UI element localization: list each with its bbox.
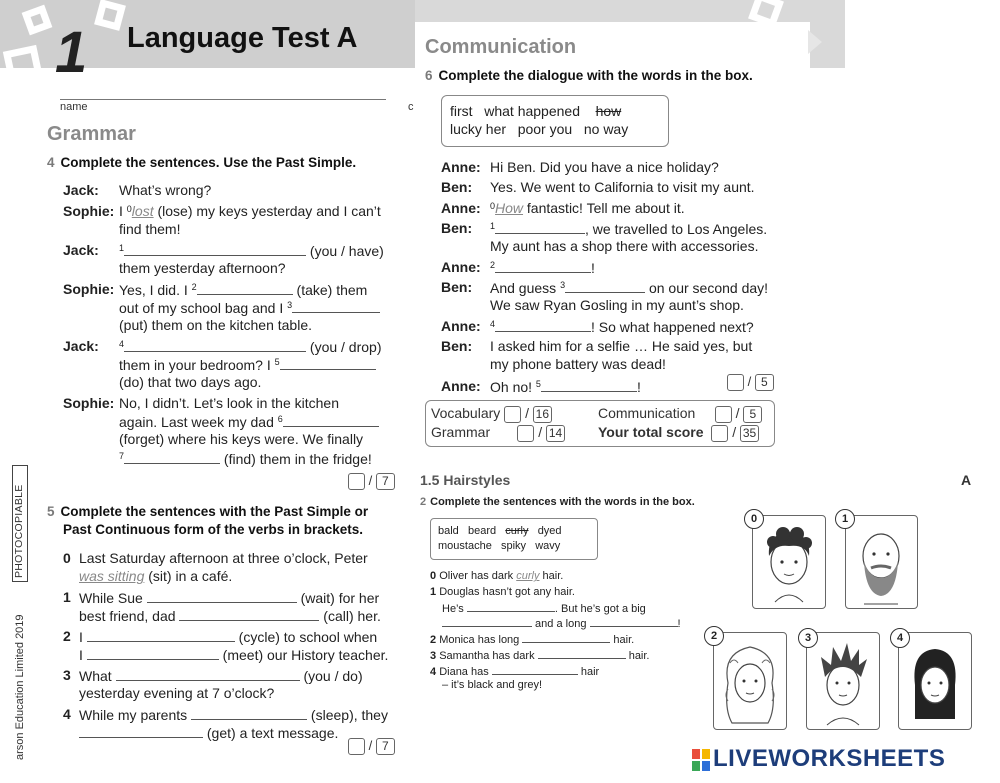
grammar-score bbox=[431, 424, 565, 442]
text: (lose) my keys yesterday and I can’t bbox=[153, 203, 381, 219]
answer-gap[interactable] bbox=[147, 588, 297, 603]
example-answer: was sitting bbox=[79, 568, 145, 584]
total-score bbox=[598, 424, 759, 442]
bald-bearded-man-icon bbox=[846, 516, 917, 608]
hair-item bbox=[430, 647, 650, 664]
dialogue-line bbox=[119, 298, 380, 318]
example-answer: lost bbox=[131, 203, 154, 219]
class-label: c bbox=[408, 101, 414, 113]
text: I bbox=[79, 629, 87, 645]
speaker: Anne: bbox=[441, 318, 481, 334]
q6-heading bbox=[425, 66, 753, 85]
dialogue-line: What’s wrong? bbox=[119, 182, 212, 198]
score-label: Grammar bbox=[431, 424, 491, 440]
q5-score bbox=[348, 738, 395, 755]
item-number: 2 bbox=[63, 628, 71, 644]
long-wavy-hair-girl-icon bbox=[714, 633, 786, 729]
speaker: Anne: bbox=[441, 159, 481, 175]
score-input[interactable] bbox=[348, 473, 365, 490]
item-text bbox=[79, 723, 338, 743]
answer-gap[interactable] bbox=[590, 615, 678, 627]
word-option: spiky bbox=[500, 540, 527, 552]
speaker: Ben: bbox=[441, 179, 473, 195]
q4-number: 4 bbox=[47, 155, 55, 170]
item-number: 1 bbox=[430, 586, 437, 598]
score-total: 16 bbox=[533, 406, 552, 423]
grammar-title: Grammar bbox=[47, 123, 136, 145]
text: and a long bbox=[532, 618, 590, 630]
text: hair. bbox=[610, 634, 635, 646]
item-text bbox=[79, 627, 377, 647]
dialogue-line bbox=[490, 219, 767, 239]
hairstyles-title: 1.5 Hairstyles bbox=[420, 472, 511, 488]
dialogue-line: I asked him for a selfie … He said yes, but bbox=[490, 338, 753, 354]
dialogue-line bbox=[119, 337, 382, 357]
q4-score bbox=[348, 473, 395, 490]
picture-badge: 0 bbox=[744, 509, 764, 529]
liveworksheets-logo bbox=[692, 745, 945, 773]
word-option-used: curly bbox=[505, 525, 529, 537]
dialogue-line bbox=[490, 278, 768, 298]
dialogue-line: We saw Ryan Gosling in my aunt’s shop. bbox=[490, 297, 744, 313]
dialogue-line: No, I didn’t. Let’s look in the kitchen bbox=[119, 395, 339, 411]
text: (take) them bbox=[292, 282, 368, 298]
example-answer: How bbox=[495, 200, 524, 216]
gap-number: 2 bbox=[191, 282, 197, 292]
q5-instruction: Complete the sentences with the Past Simple or bbox=[60, 504, 369, 519]
q4-instruction: Complete the sentences. Use the Past Simple. bbox=[60, 155, 357, 170]
item-number: 2 bbox=[430, 634, 437, 646]
score-input[interactable] bbox=[504, 406, 521, 423]
gap-number: 6 bbox=[277, 414, 283, 424]
score-total: 7 bbox=[376, 738, 395, 755]
text: ! bbox=[636, 379, 641, 395]
answer-gap[interactable] bbox=[124, 449, 220, 464]
score-slash: / bbox=[368, 738, 373, 753]
speaker: Jack: bbox=[63, 242, 99, 258]
dialogue-line: Hi Ben. Did you have a nice holiday? bbox=[490, 159, 719, 175]
q5-heading bbox=[47, 502, 368, 521]
word-box-row bbox=[438, 539, 560, 554]
gap-number: 4 bbox=[490, 319, 496, 329]
text: Monica has long bbox=[439, 634, 523, 646]
picture-badge: 1 bbox=[835, 509, 855, 529]
speaker: Sophie: bbox=[63, 281, 115, 297]
dialogue-line: them yesterday afternoon? bbox=[119, 260, 286, 276]
text: (you / do) bbox=[299, 668, 363, 684]
text: (meet) our History teacher. bbox=[218, 647, 389, 663]
page-title: Language Test A bbox=[127, 22, 358, 54]
dialogue-line bbox=[119, 412, 379, 432]
photocopiable-wrap bbox=[13, 484, 27, 690]
text: (find) them in the fridge! bbox=[220, 451, 372, 467]
hair-item bbox=[430, 585, 575, 600]
text: Samantha has dark bbox=[439, 650, 538, 662]
item-number: 4 bbox=[430, 666, 437, 678]
face-picture-0 bbox=[752, 515, 826, 609]
word-box-row bbox=[450, 102, 621, 121]
text: I bbox=[79, 647, 87, 663]
word-option: lucky her bbox=[450, 121, 507, 137]
q6-instruction: Complete the dialogue with the words in the box. bbox=[438, 68, 753, 83]
name-line[interactable] bbox=[60, 99, 386, 100]
item-text bbox=[79, 588, 379, 608]
answer-gap[interactable] bbox=[495, 258, 591, 273]
answer-gap[interactable] bbox=[442, 615, 532, 627]
text: (you / drop) bbox=[306, 339, 382, 355]
gap-number: 2 bbox=[490, 260, 496, 270]
item-text bbox=[79, 705, 388, 725]
word-option: poor you bbox=[517, 121, 573, 137]
text: out of my school bag and I bbox=[119, 300, 288, 316]
text: (wait) for her bbox=[296, 590, 380, 606]
speaker: Ben: bbox=[441, 279, 473, 295]
gap-number: 3 bbox=[287, 300, 293, 310]
text: Oh no! bbox=[490, 379, 536, 395]
score-input[interactable] bbox=[711, 425, 728, 442]
answer-gap[interactable] bbox=[124, 337, 306, 352]
item-text bbox=[79, 666, 363, 686]
vocab-score bbox=[431, 405, 552, 423]
answer-gap[interactable] bbox=[87, 645, 219, 660]
item-text: yesterday evening at 7 o’clock? bbox=[79, 685, 275, 701]
text: ! So what happened next? bbox=[591, 319, 754, 335]
item-text bbox=[79, 645, 388, 665]
dialogue-line bbox=[490, 199, 685, 218]
q6-number: 6 bbox=[425, 68, 433, 83]
picture-badge: 4 bbox=[890, 628, 910, 648]
answer-gap[interactable] bbox=[179, 606, 319, 621]
text: I bbox=[119, 203, 127, 219]
word-option: dyed bbox=[537, 525, 562, 537]
speaker: Jack: bbox=[63, 182, 99, 198]
text: ! bbox=[591, 260, 595, 276]
hair-item bbox=[430, 569, 563, 584]
hair-item bbox=[442, 615, 681, 632]
gap-number: 7 bbox=[119, 451, 125, 461]
face-picture-4 bbox=[898, 632, 972, 730]
gap-number: 1 bbox=[119, 243, 125, 253]
score-total: 7 bbox=[376, 473, 395, 490]
text: While my parents bbox=[79, 707, 192, 723]
speaker: Ben: bbox=[441, 338, 473, 354]
answer-gap[interactable] bbox=[116, 666, 300, 681]
answer-gap[interactable] bbox=[280, 355, 376, 370]
answer-gap[interactable] bbox=[565, 278, 645, 293]
item-number: 0 bbox=[430, 570, 437, 582]
answer-gap[interactable] bbox=[191, 705, 307, 720]
text: (sit) in a café. bbox=[144, 568, 233, 584]
item-number: 1 bbox=[63, 589, 71, 605]
item-text bbox=[79, 567, 232, 586]
score-slash: / bbox=[538, 424, 543, 440]
text: , we travelled to Los Angeles. bbox=[585, 221, 768, 237]
speaker: Sophie: bbox=[63, 203, 115, 219]
text: And guess bbox=[490, 280, 561, 296]
text: them in your bedroom? I bbox=[119, 357, 275, 373]
text: ! bbox=[677, 618, 681, 630]
score-slash: / bbox=[747, 374, 752, 389]
picture-badge: 3 bbox=[798, 628, 818, 648]
text: While Sue bbox=[79, 590, 147, 606]
picture-badge: 2 bbox=[704, 626, 724, 646]
text: (you / have) bbox=[306, 243, 384, 259]
q5-instruction-line2: Past Continuous form of the verbs in brackets. bbox=[63, 522, 364, 537]
text: What bbox=[79, 668, 116, 684]
text: Oliver has dark bbox=[439, 570, 517, 582]
text: (cycle) to school when bbox=[234, 629, 378, 645]
dialogue-line bbox=[119, 280, 367, 300]
speaker: Ben: bbox=[441, 220, 473, 236]
arrow-icon bbox=[808, 30, 822, 54]
answer-gap[interactable] bbox=[79, 723, 203, 738]
score-slash: / bbox=[525, 405, 529, 421]
score-total: 5 bbox=[755, 374, 774, 391]
dialogue-line: Yes. We went to California to visit my aunt. bbox=[490, 179, 755, 195]
score-input[interactable] bbox=[348, 738, 365, 755]
speaker: Anne: bbox=[441, 200, 481, 216]
gap-number: 4 bbox=[119, 339, 125, 349]
score-input[interactable] bbox=[517, 425, 534, 442]
word-option: bald bbox=[438, 525, 459, 537]
item-number: 3 bbox=[63, 667, 71, 683]
curly-hair-boy-icon bbox=[753, 516, 825, 608]
name-label: name bbox=[60, 101, 88, 113]
answer-gap[interactable] bbox=[495, 219, 585, 234]
example-answer: curly bbox=[516, 570, 540, 582]
score-label: Vocabulary bbox=[431, 405, 501, 421]
answer-gap[interactable] bbox=[124, 241, 306, 256]
word-box-row bbox=[438, 524, 562, 539]
item-text: Last Saturday afternoon at three o’clock, Peter bbox=[79, 550, 368, 566]
score-label: Communication bbox=[598, 405, 696, 421]
communication-title: Communication bbox=[425, 36, 577, 58]
q6-score bbox=[727, 374, 774, 391]
version-label: A bbox=[961, 472, 972, 488]
score-slash: / bbox=[735, 405, 740, 421]
dialogue-line bbox=[119, 241, 384, 261]
score-label: Your total score bbox=[598, 424, 704, 440]
word-option-used: how bbox=[595, 103, 622, 119]
dialogue-line bbox=[490, 258, 595, 278]
q5-number: 5 bbox=[47, 504, 55, 519]
dialogue-line: find them! bbox=[119, 221, 181, 237]
text: on our second day! bbox=[645, 280, 769, 296]
item-number: 0 bbox=[63, 550, 71, 566]
logo-text: LIVEWORKSHEETS bbox=[713, 745, 946, 772]
unit-number: 1 bbox=[55, 20, 88, 85]
gap-number: 0 bbox=[490, 201, 496, 211]
gap-number: 1 bbox=[490, 221, 496, 231]
answer-gap[interactable] bbox=[283, 412, 379, 427]
hairstyles-instruction: Complete the sentences with the words in the box. bbox=[430, 496, 695, 508]
dialogue-line: (put) them on the kitchen table. bbox=[119, 317, 312, 333]
answer-gap[interactable] bbox=[197, 280, 293, 295]
dialogue-line bbox=[119, 449, 372, 469]
dialogue-line: (do) that two days ago. bbox=[119, 374, 262, 390]
copyright-text: arson Education Limited 2019 bbox=[14, 614, 26, 760]
score-total: 14 bbox=[546, 425, 565, 442]
gap-number: 5 bbox=[274, 357, 280, 367]
word-option: moustache bbox=[438, 540, 492, 552]
text: (call) her. bbox=[319, 608, 381, 624]
text: again. Last week my dad bbox=[119, 414, 278, 430]
score-input[interactable] bbox=[715, 406, 732, 423]
text: best friend, dad bbox=[79, 608, 180, 624]
text: hair bbox=[577, 666, 600, 678]
word-option: wavy bbox=[535, 540, 561, 552]
speaker: Anne: bbox=[441, 378, 481, 394]
gap-number: 3 bbox=[560, 280, 566, 290]
answer-gap[interactable] bbox=[538, 647, 626, 659]
text: hair. bbox=[539, 570, 564, 582]
text: Douglas hasn’t got any hair. bbox=[439, 586, 575, 598]
item-text bbox=[79, 606, 381, 626]
dialogue-line: my phone battery was dead! bbox=[490, 356, 666, 372]
text: fantastic! Tell me about it. bbox=[523, 200, 685, 216]
dialogue-line: My aunt has a shop there with accessories. bbox=[490, 238, 759, 254]
word-box-row bbox=[450, 120, 628, 139]
speaker: Anne: bbox=[441, 259, 481, 275]
text: hair. bbox=[625, 650, 650, 662]
word-option: what happened bbox=[484, 103, 580, 119]
dialogue-line bbox=[119, 355, 376, 375]
text: (get) a text message. bbox=[203, 725, 339, 741]
score-total: 5 bbox=[743, 406, 762, 423]
answer-gap[interactable] bbox=[541, 377, 637, 392]
hairstyles-heading bbox=[420, 496, 695, 508]
score-slash: / bbox=[732, 424, 737, 440]
text: Diana has bbox=[439, 666, 492, 678]
answer-gap[interactable] bbox=[292, 298, 380, 313]
text: (sleep), they bbox=[307, 707, 388, 723]
answer-gap[interactable] bbox=[467, 600, 555, 612]
face-picture-3 bbox=[806, 632, 880, 730]
decor-square bbox=[3, 45, 43, 85]
word-option: no way bbox=[583, 121, 629, 137]
face-picture-2 bbox=[713, 632, 787, 730]
face-picture-1 bbox=[845, 515, 918, 609]
answer-gap[interactable] bbox=[492, 663, 578, 675]
speaker: Sophie: bbox=[63, 395, 115, 411]
hair-item bbox=[430, 631, 634, 648]
dialogue-line bbox=[119, 202, 381, 221]
dialogue-line bbox=[490, 377, 641, 397]
score-input[interactable] bbox=[727, 374, 744, 391]
answer-gap[interactable] bbox=[87, 627, 235, 642]
photocopiable-label: PHOTOCOPIABLE bbox=[13, 484, 25, 578]
dyed-hair-girl-icon bbox=[899, 633, 971, 729]
gap-number: 5 bbox=[535, 379, 541, 389]
speaker: Jack: bbox=[63, 338, 99, 354]
lw-logo-icon bbox=[692, 749, 710, 771]
word-option: beard bbox=[467, 525, 497, 537]
item-number: 3 bbox=[430, 650, 437, 662]
dialogue-line bbox=[490, 317, 754, 337]
q4-heading bbox=[47, 153, 356, 172]
hair-item: – it’s black and grey! bbox=[442, 679, 543, 691]
score-slash: / bbox=[368, 473, 373, 488]
answer-gap[interactable] bbox=[495, 317, 591, 332]
hairstyles-number: 2 bbox=[420, 496, 427, 508]
communication-score bbox=[598, 405, 762, 423]
text: . But he’s got a big bbox=[554, 603, 646, 615]
spiky-hair-girl-icon bbox=[807, 633, 879, 729]
score-total: 35 bbox=[740, 425, 759, 442]
item-number: 4 bbox=[63, 706, 71, 722]
gap-number: 0 bbox=[126, 204, 132, 214]
answer-gap[interactable] bbox=[522, 631, 610, 643]
dialogue-line: (forget) where his keys were. We finally bbox=[119, 431, 364, 447]
text: Yes, I did. I bbox=[119, 282, 192, 298]
word-option: first bbox=[450, 103, 473, 119]
text: He’s bbox=[442, 603, 467, 615]
